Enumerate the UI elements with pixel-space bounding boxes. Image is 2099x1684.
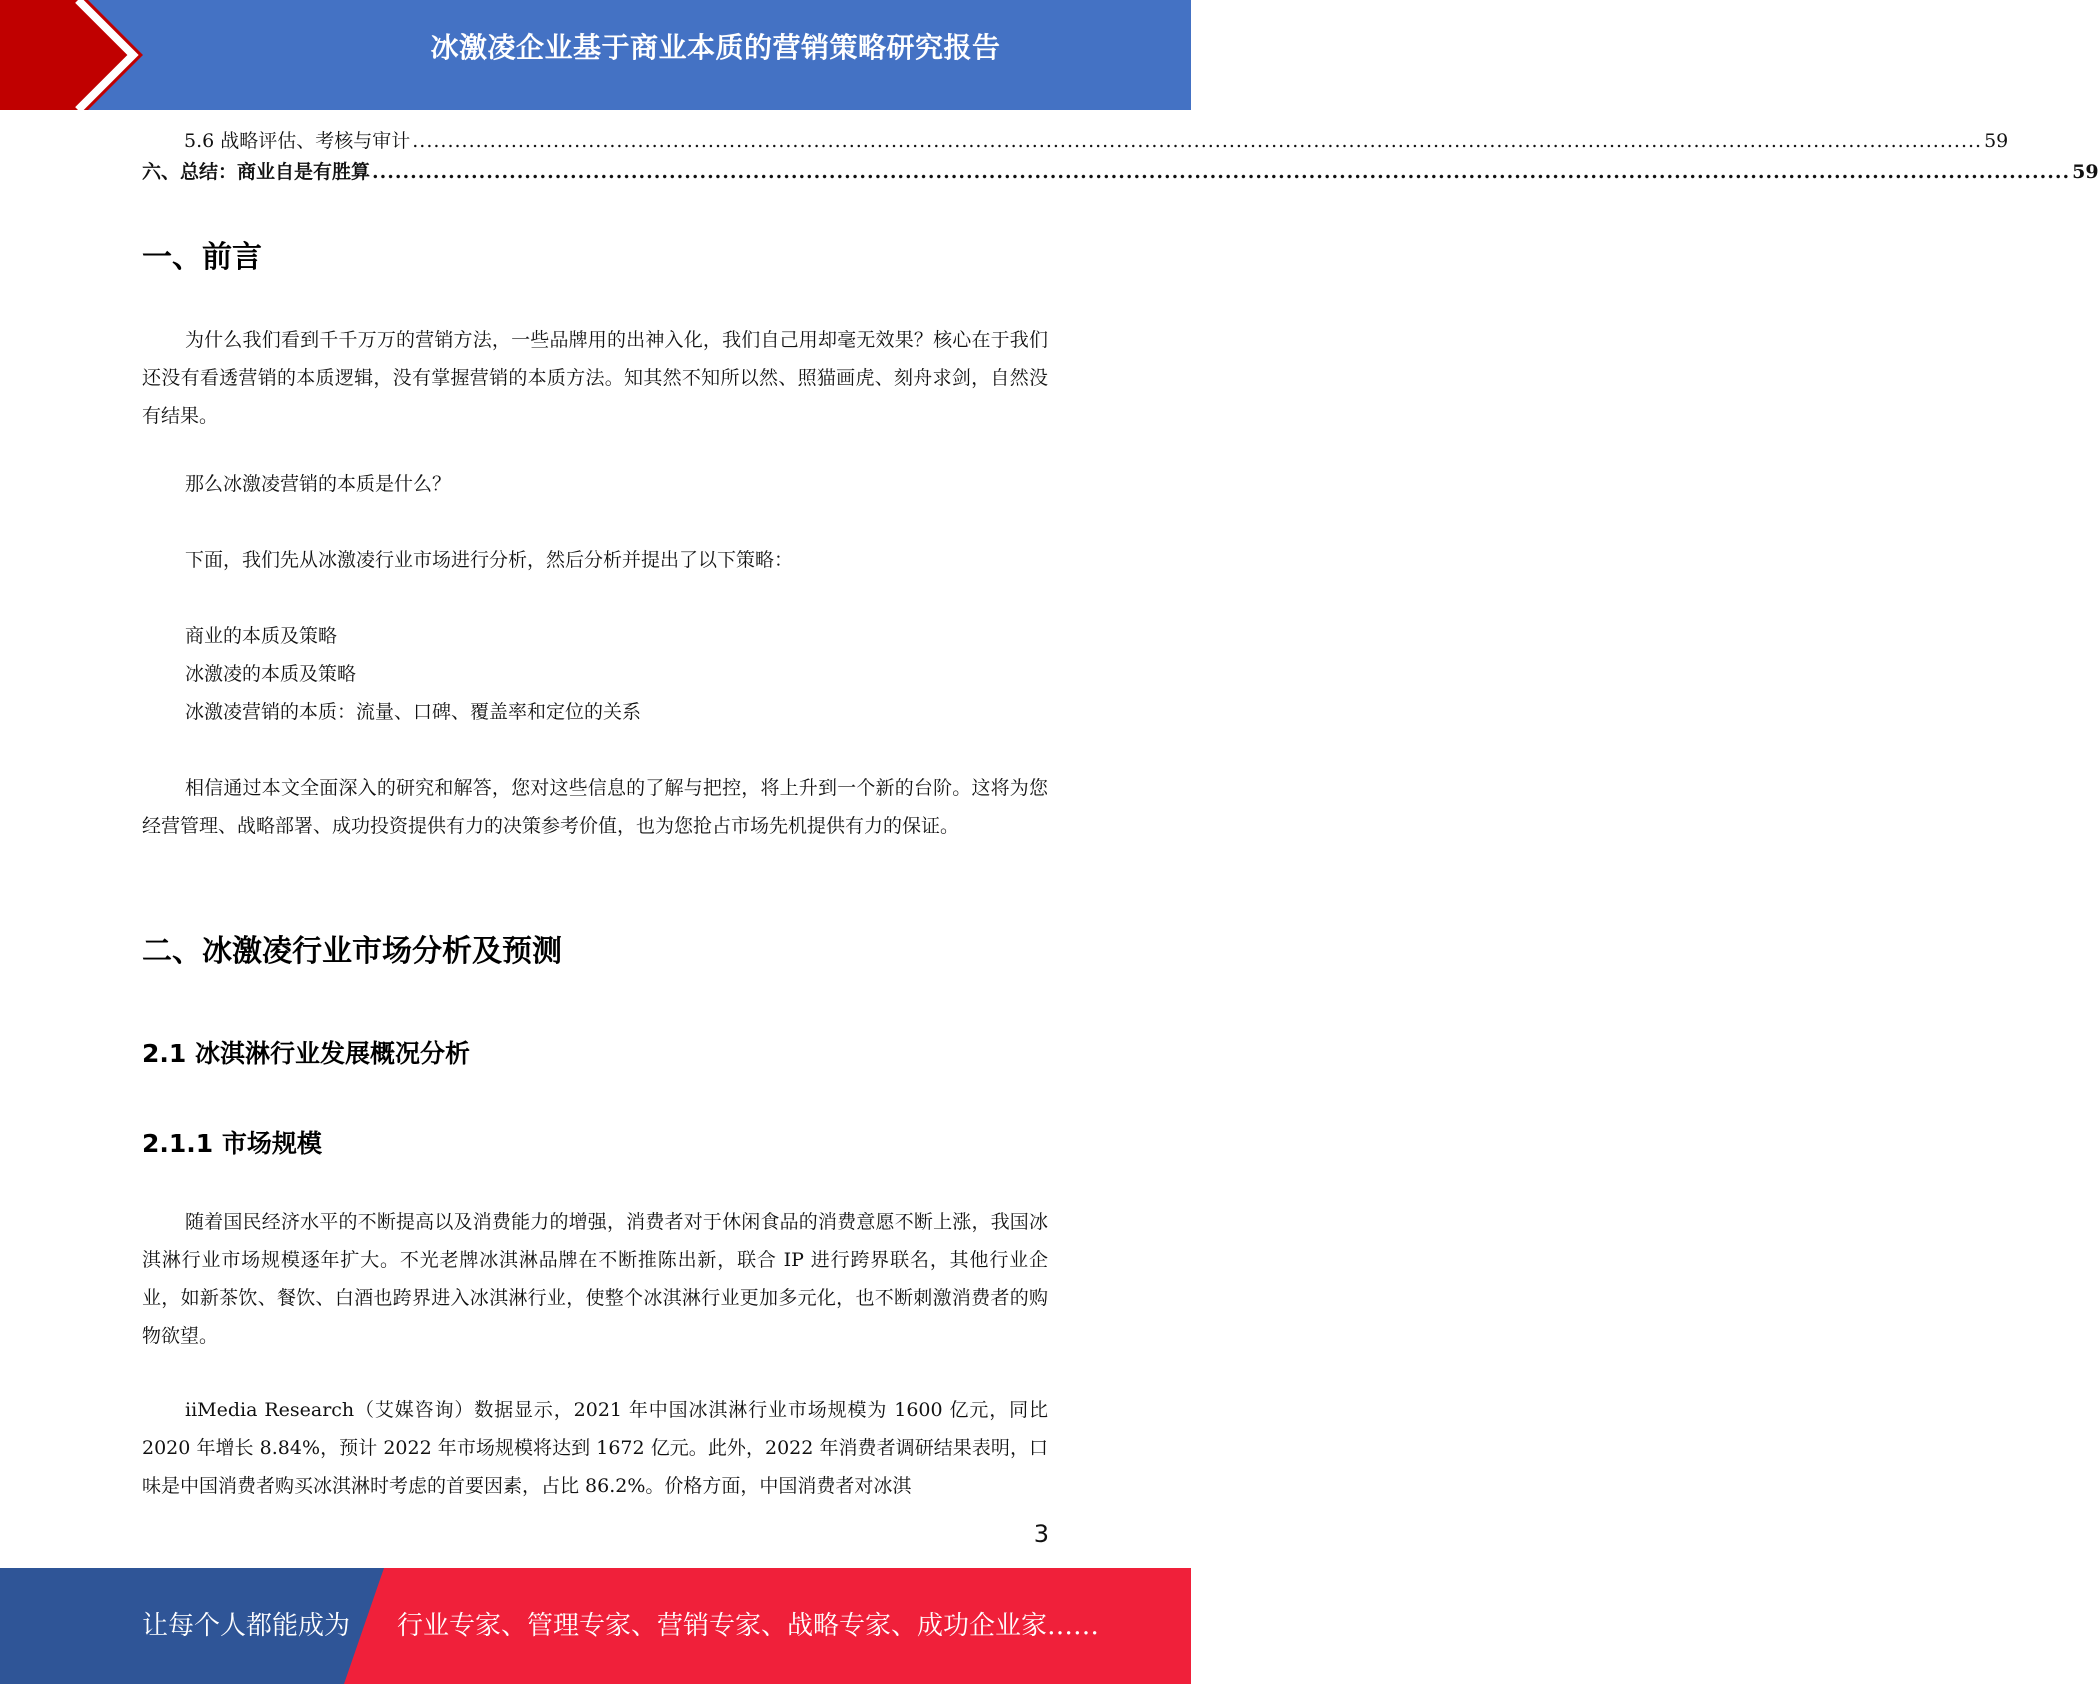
- toc-entry-page: 59: [2072, 161, 2099, 183]
- paragraph: iiMedia Research（艾媒咨询）数据显示，2021 年中国冰淇淋行业市场规模为 1600 亿元，同比 2020 年增长 8.84%，预计 2022 年市场规模将达到 1672 亿元。此外，2022 年消费者调研结果表明，口味是中国消费者购买冰淇淋时考虑的首要因素，占比 86.2%。价格方面，中国消费者对冰淇: [142, 1399, 1048, 1497]
- report-title: 冰激凌企业基于商业本质的营销策略研究报告: [430, 31, 1001, 64]
- toc-leader-dots: ...............................................................................................................................................................................................................................: [372, 161, 2071, 183]
- toc-entry-label: 5.6 战略评估、考核与审计: [184, 130, 411, 152]
- list-item: 商业的本质及策略: [185, 625, 338, 647]
- table-of-contents: [142, 126, 2099, 188]
- footer-banner: [0, 1568, 1191, 1684]
- paragraph: 下面，我们先从冰激凌行业市场进行分析，然后分析并提出了以下策略：: [185, 549, 794, 571]
- header-arrow-decoration: [0, 0, 160, 110]
- header-banner: [0, 0, 1191, 110]
- subsection-heading: 2.1 冰淇淋行业发展概况分析: [142, 1039, 470, 1068]
- paragraph: 随着国民经济水平的不断提高以及消费能力的增强，消费者对于休闲食品的消费意愿不断上涨，我国冰淇淋行业市场规模逐年扩大。不光老牌冰淇淋品牌在不断推陈出新，联合 IP 进行跨界联名，其他行业企业，如新茶饮、餐饮、白酒也跨界进入冰淇淋行业，使整个冰淇淋行业更加多元化，也不断刺激消费者的购物欲望。: [142, 1211, 1048, 1347]
- footer-slogan-lead: 让每个人都能成为: [142, 1611, 351, 1641]
- paragraph: 为什么我们看到千千万万的营销方法，一些品牌用的出神入化，我们自己用却毫无效果？核心在于我们还没有看透营销的本质逻辑，没有掌握营销的本质方法。知其然不知所以然、照猫画虎、刻舟求剑，自然没有结果。: [142, 329, 1048, 427]
- list-item: 冰激凌的本质及策略: [185, 663, 357, 685]
- section-heading-preface: 一、前言: [142, 240, 262, 275]
- toc-entry-label: 六、总结：商业自是有胜算: [142, 161, 371, 183]
- footer-slogan-roles: 行业专家、管理专家、营销专家、战略专家、成功企业家……: [397, 1611, 1100, 1641]
- page-number: 3: [1033, 1520, 1049, 1548]
- toc-entry-page: 59: [1984, 130, 2009, 152]
- toc-leader-dots: ...............................................................................................................................................................................................................................: [412, 130, 1983, 152]
- toc-entry[interactable]: [142, 157, 2099, 188]
- section-heading-market-analysis: 二、冰激凌行业市场分析及预测: [142, 934, 562, 969]
- list-item: 冰激凌营销的本质：流量、口碑、覆盖率和定位的关系: [185, 701, 642, 723]
- toc-entry[interactable]: [142, 126, 2009, 157]
- paragraph: 相信通过本文全面深入的研究和解答，您对这些信息的了解与把控，将上升到一个新的台阶。这将为您经营管理、战略部署、成功投资提供有力的决策参考价值，也为您抢占市场先机提供有力的保证。: [142, 777, 1048, 837]
- subsubsection-heading: 2.1.1 市场规模: [142, 1129, 322, 1158]
- paragraph: 那么冰激凌营销的本质是什么？: [185, 473, 452, 495]
